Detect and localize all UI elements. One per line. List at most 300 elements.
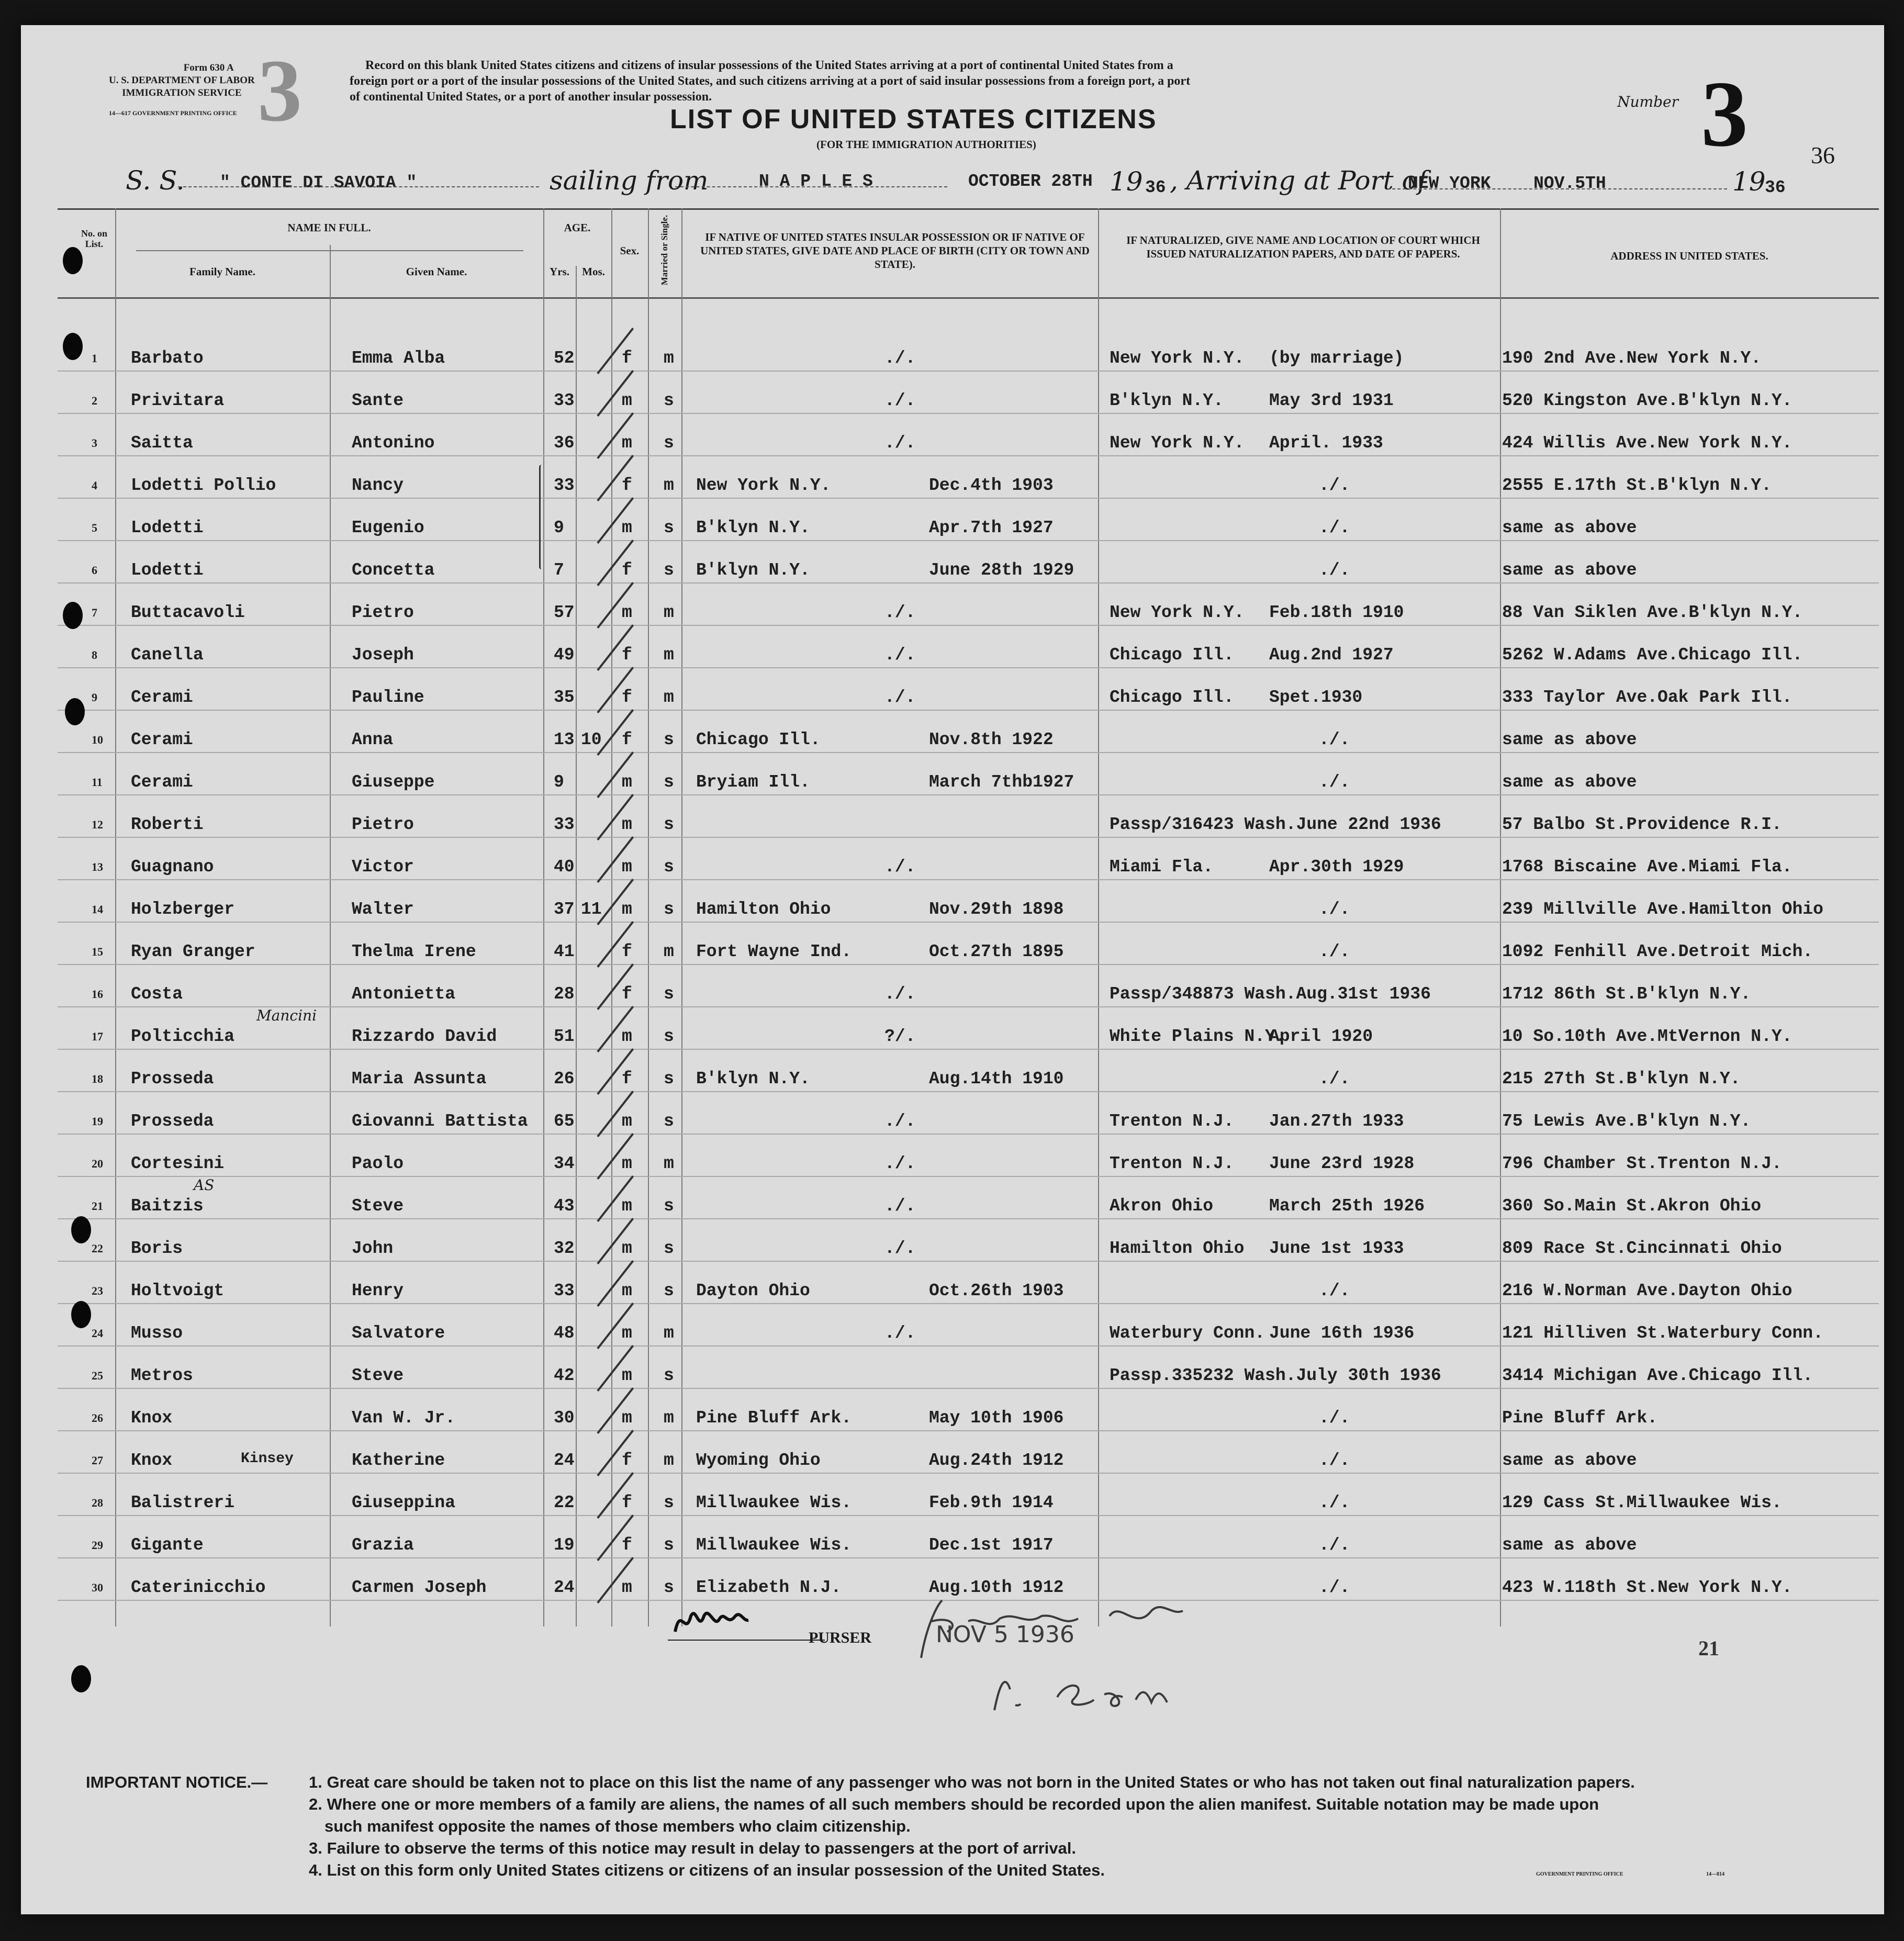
age-years: 32 bbox=[554, 1239, 575, 1258]
family-name: Polticchia bbox=[131, 1027, 235, 1046]
address: 2555 E.17th St.B'klyn N.Y. bbox=[1502, 476, 1772, 495]
marital-status: m bbox=[664, 1408, 674, 1428]
row-number: 19 bbox=[92, 1115, 103, 1128]
row-rule bbox=[58, 1473, 1879, 1474]
row-rule bbox=[58, 498, 1879, 499]
notice-item-3: 3. Failure to observe the terms of this notice may result in delay to passengers at the port of arrival. bbox=[309, 1839, 1077, 1857]
birth-place: New York N.Y. bbox=[696, 476, 831, 495]
purser-line bbox=[668, 1640, 825, 1641]
row-rule bbox=[58, 1049, 1879, 1050]
birth-date: Dec.4th 1903 bbox=[929, 476, 1054, 495]
naturalization-date: Feb.18th 1910 bbox=[1269, 603, 1404, 622]
service-label: IMMIGRATION SERVICE bbox=[122, 87, 242, 98]
birth-date: Apr.7th 1927 bbox=[929, 518, 1054, 537]
given-name: Grazia bbox=[352, 1535, 414, 1555]
age-years: 33 bbox=[554, 1281, 575, 1300]
family-name: Lodetti bbox=[131, 560, 204, 580]
row-number: 11 bbox=[92, 776, 103, 789]
col-header-address: ADDRESS IN UNITED STATES. bbox=[1610, 250, 1768, 262]
intro-line-2: foreign port or a port of the insular possessions of the United States, and such citizens arriving at a port of said insular possessions from a foreign port, a port bbox=[350, 74, 1191, 88]
naturalization-court: Passp.335232 Wash.July 30th 1936 bbox=[1110, 1366, 1441, 1385]
row-number: 16 bbox=[92, 988, 103, 1001]
address: 333 Taylor Ave.Oak Park Ill. bbox=[1502, 688, 1793, 707]
naturalization-date: April. 1933 bbox=[1269, 433, 1383, 453]
given-name: Maria Assunta bbox=[352, 1069, 487, 1089]
year-from: 36 bbox=[1145, 178, 1166, 197]
port-from: N A P L E S bbox=[759, 172, 873, 191]
punch-hole bbox=[65, 698, 85, 725]
family-name: Knox bbox=[131, 1451, 173, 1470]
date-to: NOV.5TH bbox=[1533, 174, 1606, 193]
naturalization-court: Hamilton Ohio bbox=[1110, 1239, 1245, 1258]
age-years: 33 bbox=[554, 391, 575, 410]
row-number: 28 bbox=[92, 1496, 103, 1509]
intro-line-1: Record on this blank United States citizens and citizens of insular possessions of the United States arriving at a port of continental United States from a bbox=[365, 59, 1173, 72]
sex: m bbox=[622, 1323, 632, 1343]
col-header-no: No. on List. bbox=[81, 228, 107, 249]
punch-hole bbox=[71, 1301, 91, 1328]
given-name: Giuseppina bbox=[352, 1493, 456, 1512]
row-number: 26 bbox=[92, 1411, 103, 1424]
address: 88 Van Siklen Ave.B'klyn N.Y. bbox=[1502, 603, 1803, 622]
naturalization-date: Aug.2nd 1927 bbox=[1269, 645, 1394, 665]
marital-status: s bbox=[664, 984, 674, 1004]
birth-place: B'klyn N.Y. bbox=[696, 518, 810, 537]
family-name: Gigante bbox=[131, 1535, 204, 1555]
page-count: 21 bbox=[1698, 1636, 1719, 1660]
year-prefix-to: 19 bbox=[1732, 166, 1766, 197]
naturalization-date: June 1st 1933 bbox=[1269, 1239, 1404, 1258]
family-name: Cerami bbox=[131, 730, 193, 749]
age-years: 41 bbox=[554, 942, 575, 961]
naturalization-court: Miami Fla. bbox=[1110, 857, 1214, 877]
row-number: 18 bbox=[92, 1072, 103, 1085]
date-from: OCTOBER 28TH bbox=[968, 172, 1093, 191]
naturalization-court: ./. bbox=[1319, 518, 1350, 537]
sex: m bbox=[622, 772, 632, 792]
stamped-number-left: 3 bbox=[257, 41, 302, 140]
sex: m bbox=[622, 1366, 632, 1385]
given-name: Van W. Jr. bbox=[352, 1408, 456, 1428]
row-rule bbox=[58, 1345, 1879, 1347]
arriving-label: , Arriving at Port of bbox=[1170, 165, 1428, 196]
row-number: 30 bbox=[92, 1581, 103, 1594]
col-divider bbox=[681, 208, 682, 1626]
birth-place: Dayton Ohio bbox=[696, 1281, 810, 1300]
row-rule bbox=[58, 1261, 1879, 1262]
given-name: Emma Alba bbox=[352, 349, 445, 368]
address: 75 Lewis Ave.B'klyn N.Y. bbox=[1502, 1112, 1751, 1131]
birth-date: Oct.26th 1903 bbox=[929, 1281, 1064, 1300]
marital-status: s bbox=[664, 1196, 674, 1216]
sex: m bbox=[622, 1281, 632, 1300]
address: same as above bbox=[1502, 560, 1637, 580]
given-name: Concetta bbox=[352, 560, 435, 580]
naturalization-date: June 16th 1936 bbox=[1269, 1323, 1415, 1343]
birth-place: ./. bbox=[884, 349, 916, 368]
marital-status: s bbox=[664, 391, 674, 410]
birth-date: May 10th 1906 bbox=[929, 1408, 1064, 1428]
row-number: 23 bbox=[92, 1284, 103, 1297]
row-rule bbox=[58, 540, 1879, 541]
row-number: 12 bbox=[92, 818, 103, 831]
address: 1092 Fenhill Ave.Detroit Mich. bbox=[1502, 942, 1813, 961]
given-name: Carmen Joseph bbox=[352, 1578, 487, 1597]
naturalization-date: June 23rd 1928 bbox=[1269, 1154, 1415, 1173]
marital-status: s bbox=[664, 815, 674, 834]
naturalization-court: ./. bbox=[1319, 1069, 1350, 1089]
naturalization-date: Apr.30th 1929 bbox=[1269, 857, 1404, 877]
purser-label: PURSER bbox=[809, 1629, 872, 1646]
handwritten-annotation: AS bbox=[194, 1176, 215, 1194]
given-name: Antonietta bbox=[352, 984, 456, 1004]
naturalization-court: ./. bbox=[1319, 772, 1350, 792]
naturalization-court: New York N.Y. bbox=[1110, 603, 1245, 622]
row-rule bbox=[58, 1515, 1879, 1516]
address: 3414 Michigan Ave.Chicago Ill. bbox=[1502, 1366, 1813, 1385]
birth-place: B'klyn N.Y. bbox=[696, 1069, 810, 1089]
row-number: 13 bbox=[92, 860, 103, 873]
marital-status: m bbox=[664, 688, 674, 707]
family-name: Barbato bbox=[131, 349, 204, 368]
sex: m bbox=[622, 900, 632, 919]
naturalization-court: Trenton N.J. bbox=[1110, 1112, 1234, 1131]
age-years: 22 bbox=[554, 1493, 575, 1512]
family-name: Costa bbox=[131, 984, 183, 1004]
marital-status: m bbox=[664, 1451, 674, 1470]
marital-status: s bbox=[664, 900, 674, 919]
naturalization-date: (by marriage) bbox=[1269, 349, 1404, 368]
marital-status: s bbox=[664, 730, 674, 749]
given-name: Giuseppe bbox=[352, 772, 435, 792]
address: 796 Chamber St.Trenton N.J. bbox=[1502, 1154, 1782, 1173]
birth-date: June 28th 1929 bbox=[929, 560, 1074, 580]
address: 5262 W.Adams Ave.Chicago Ill. bbox=[1502, 645, 1803, 665]
age-years: 9 bbox=[554, 518, 564, 537]
marital-status: s bbox=[664, 1366, 674, 1385]
address: same as above bbox=[1502, 730, 1637, 749]
marital-status: s bbox=[664, 1112, 674, 1131]
table-header-rule bbox=[58, 297, 1879, 299]
sex: f bbox=[622, 984, 632, 1004]
birth-place: ./. bbox=[884, 433, 916, 453]
port-from-underline bbox=[675, 186, 947, 187]
punch-hole bbox=[63, 602, 83, 629]
address: 215 27th St.B'klyn N.Y. bbox=[1502, 1069, 1741, 1089]
address: same as above bbox=[1502, 1535, 1637, 1555]
sex: m bbox=[622, 815, 632, 834]
age-months: 10 bbox=[581, 730, 602, 749]
age-years: 37 bbox=[554, 900, 575, 919]
family-name: Holzberger bbox=[131, 900, 235, 919]
given-name: Eugenio bbox=[352, 518, 424, 537]
naturalization-court: New York N.Y. bbox=[1110, 349, 1245, 368]
birth-place: B'klyn N.Y. bbox=[696, 560, 810, 580]
col-header-name: NAME IN FULL. bbox=[287, 221, 371, 234]
col-divider bbox=[330, 245, 331, 1626]
age-years: 34 bbox=[554, 1154, 575, 1173]
birth-place: Millwaukee Wis. bbox=[696, 1493, 852, 1512]
family-name: Cerami bbox=[131, 688, 193, 707]
row-number: 10 bbox=[92, 733, 103, 746]
sex: m bbox=[622, 1027, 632, 1046]
given-name: Anna bbox=[352, 730, 394, 749]
number-label: Number bbox=[1617, 93, 1678, 110]
age-months: 11 bbox=[581, 900, 602, 919]
col-header-family: Family Name. bbox=[189, 265, 255, 278]
age-years: 35 bbox=[554, 688, 575, 707]
naturalization-court: Akron Ohio bbox=[1110, 1196, 1214, 1216]
age-years: 52 bbox=[554, 349, 575, 368]
row-rule bbox=[58, 1430, 1879, 1431]
marital-status: s bbox=[664, 1578, 674, 1597]
family-name: Knox bbox=[131, 1408, 173, 1428]
naturalization-court: New York N.Y. bbox=[1110, 433, 1245, 453]
birth-place: Pine Bluff Ark. bbox=[696, 1408, 852, 1428]
age-years: 13 bbox=[554, 730, 575, 749]
birth-place: ./. bbox=[884, 645, 916, 665]
address: same as above bbox=[1502, 1451, 1637, 1470]
handwritten-annotation: Kinsey bbox=[241, 1451, 294, 1467]
row-rule bbox=[58, 455, 1879, 456]
sex: f bbox=[622, 645, 632, 665]
birth-place: ./. bbox=[884, 857, 916, 877]
age-years: 30 bbox=[554, 1408, 575, 1428]
birth-date: Feb.9th 1914 bbox=[929, 1493, 1054, 1512]
naturalization-court: Chicago Ill. bbox=[1110, 645, 1234, 665]
row-number: 14 bbox=[92, 903, 103, 916]
sex: m bbox=[622, 391, 632, 410]
col-header-age: AGE. bbox=[564, 221, 591, 234]
family-name: Buttacavoli bbox=[131, 603, 245, 622]
row-number: 8 bbox=[92, 648, 97, 661]
age-years: 33 bbox=[554, 815, 575, 834]
birth-place: Fort Wayne Ind. bbox=[696, 942, 852, 961]
sex: f bbox=[622, 560, 632, 580]
ship-underline bbox=[178, 186, 539, 187]
address: 121 Hilliven St.Waterbury Conn. bbox=[1502, 1323, 1823, 1343]
port-to-underline bbox=[1387, 188, 1727, 189]
col-divider bbox=[1500, 208, 1501, 1626]
age-years: 7 bbox=[554, 560, 564, 580]
col-header-married: Married or Single. bbox=[659, 215, 669, 286]
naturalization-court: ./. bbox=[1319, 1578, 1350, 1597]
sex: f bbox=[622, 730, 632, 749]
notice-item-4: 4. List on this form only United States citizens or citizens of an insular possession of the United States. bbox=[309, 1861, 1105, 1879]
row-number: 6 bbox=[92, 564, 97, 577]
marital-status: s bbox=[664, 560, 674, 580]
col-header-mos: Mos. bbox=[582, 265, 605, 278]
row-rule bbox=[58, 1006, 1879, 1007]
birth-date: Nov.8th 1922 bbox=[929, 730, 1054, 749]
birth-place: Bryiam Ill. bbox=[696, 772, 810, 792]
given-name: Paolo bbox=[352, 1154, 404, 1173]
naturalization-court: Passp/348873 Wash.Aug.31st 1936 bbox=[1110, 984, 1431, 1004]
birth-date: Aug.10th 1912 bbox=[929, 1578, 1064, 1597]
row-rule bbox=[58, 1176, 1879, 1177]
given-name: John bbox=[352, 1239, 394, 1258]
naturalization-court: ./. bbox=[1319, 476, 1350, 495]
birth-place: ?/. bbox=[884, 1027, 916, 1046]
age-years: 51 bbox=[554, 1027, 575, 1046]
col-header-birth: IF NATIVE OF UNITED STATES INSULAR POSSESSION OR IF NATIVE OF UNITED STATES, GIVE DATE AND PLACE OF BIRTH (CITY OR TOWN AND STATE). bbox=[700, 231, 1090, 271]
given-name: Antonino bbox=[352, 433, 435, 453]
family-name: Prosseda bbox=[131, 1112, 214, 1131]
notice-item-1: 1. Great care should be taken not to place on this list the name of any passenger who was not born in the United States or who has not taken out final naturalization papers. bbox=[309, 1773, 1635, 1791]
birth-place: ./. bbox=[884, 1154, 916, 1173]
address: same as above bbox=[1502, 518, 1637, 537]
year-to: 36 bbox=[1765, 178, 1786, 197]
sex: f bbox=[622, 1493, 632, 1512]
naturalization-date: Jan.27th 1933 bbox=[1269, 1112, 1404, 1131]
given-name: Giovanni Battista bbox=[352, 1112, 528, 1131]
sex: f bbox=[622, 349, 632, 368]
given-name: Pietro bbox=[352, 815, 414, 834]
given-name: Sante bbox=[352, 391, 404, 410]
address: 520 Kingston Ave.B'klyn N.Y. bbox=[1502, 391, 1793, 410]
row-rule bbox=[58, 1388, 1879, 1389]
naturalization-court: Passp/316423 Wash.June 22nd 1936 bbox=[1110, 815, 1441, 834]
family-name: Roberti bbox=[131, 815, 204, 834]
row-number: 20 bbox=[92, 1157, 103, 1170]
age-years: 43 bbox=[554, 1196, 575, 1216]
age-years: 24 bbox=[554, 1451, 575, 1470]
birth-place: Elizabeth N.J. bbox=[696, 1578, 842, 1597]
birth-date: Oct.27th 1895 bbox=[929, 942, 1064, 961]
printer-label: GOVERNMENT PRINTING OFFICE bbox=[1536, 1871, 1623, 1877]
naturalization-date: Spet.1930 bbox=[1269, 688, 1363, 707]
age-years: 9 bbox=[554, 772, 564, 792]
corner-number: 36 bbox=[1811, 142, 1835, 169]
birth-place: ./. bbox=[884, 1112, 916, 1131]
family-name: Boris bbox=[131, 1239, 183, 1258]
col-header-given: Given Name. bbox=[406, 265, 467, 278]
row-number: 27 bbox=[92, 1454, 103, 1467]
family-name: Baitzis bbox=[131, 1196, 204, 1216]
address: 239 Millville Ave.Hamilton Ohio bbox=[1502, 900, 1823, 919]
row-rule bbox=[58, 1218, 1879, 1219]
sex: m bbox=[622, 433, 632, 453]
birth-place: ./. bbox=[884, 603, 916, 622]
family-name: Ryan Granger bbox=[131, 942, 255, 961]
row-number: 4 bbox=[92, 479, 97, 492]
punch-hole bbox=[71, 1665, 91, 1692]
row-rule bbox=[58, 625, 1879, 626]
naturalization-date: April 1920 bbox=[1269, 1027, 1373, 1046]
age-years: 48 bbox=[554, 1323, 575, 1343]
family-name: Lodetti bbox=[131, 518, 204, 537]
birth-place: ./. bbox=[884, 688, 916, 707]
row-rule bbox=[58, 837, 1879, 838]
printing-code: 14—617 GOVERNMENT PRINTING OFFICE bbox=[109, 109, 237, 117]
marital-status: s bbox=[664, 1493, 674, 1512]
form-number: Form 630 A bbox=[183, 62, 234, 73]
naturalization-court: B'klyn N.Y. bbox=[1110, 391, 1224, 410]
birth-place: Wyoming Ohio bbox=[696, 1451, 821, 1470]
row-rule bbox=[58, 371, 1879, 372]
age-years: 26 bbox=[554, 1069, 575, 1089]
col-divider bbox=[115, 208, 116, 1626]
family-name: Caterinicchio bbox=[131, 1578, 266, 1597]
sex: m bbox=[622, 1578, 632, 1597]
sailing-from-label: sailing from bbox=[550, 165, 709, 196]
given-name: Steve bbox=[352, 1366, 404, 1385]
family-name: Cerami bbox=[131, 772, 193, 792]
row-rule bbox=[58, 1134, 1879, 1135]
port-to: NEW YORK bbox=[1408, 174, 1491, 193]
age-years: 19 bbox=[554, 1535, 575, 1555]
address: 129 Cass St.Millwaukee Wis. bbox=[1502, 1493, 1782, 1512]
row-rule bbox=[58, 1303, 1879, 1304]
birth-date: Nov.29th 1898 bbox=[929, 900, 1064, 919]
birth-date: Dec.1st 1917 bbox=[929, 1535, 1054, 1555]
row-number: 17 bbox=[92, 1030, 103, 1043]
notice-item-2-cont: such manifest opposite the names of those members who claim citizenship. bbox=[324, 1817, 911, 1835]
family-name: Cortesini bbox=[131, 1154, 225, 1173]
birth-place: Chicago Ill. bbox=[696, 730, 821, 749]
notice-title: IMPORTANT NOTICE.— bbox=[86, 1773, 268, 1791]
sex: m bbox=[622, 518, 632, 537]
age-years: 57 bbox=[554, 603, 575, 622]
name-subrule bbox=[136, 250, 523, 251]
naturalization-court: ./. bbox=[1319, 1408, 1350, 1428]
row-number: 24 bbox=[92, 1327, 103, 1340]
col-divider bbox=[1098, 208, 1099, 1626]
naturalization-court: ./. bbox=[1319, 560, 1350, 580]
naturalization-court: ./. bbox=[1319, 730, 1350, 749]
row-number: 25 bbox=[92, 1369, 103, 1382]
age-years: 24 bbox=[554, 1578, 575, 1597]
marital-status: m bbox=[664, 1154, 674, 1173]
handwritten-note bbox=[984, 1668, 1204, 1715]
sex: m bbox=[622, 1154, 632, 1173]
row-rule bbox=[58, 922, 1879, 923]
page-title: LIST OF UNITED STATES CITIZENS bbox=[670, 104, 1157, 134]
family-name: Holtvoigt bbox=[131, 1281, 225, 1300]
sex: f bbox=[622, 1069, 632, 1089]
year-prefix-from: 19 bbox=[1110, 166, 1143, 197]
sex: f bbox=[622, 1535, 632, 1555]
family-name: Musso bbox=[131, 1323, 183, 1343]
address: 216 W.Norman Ave.Dayton Ohio bbox=[1502, 1281, 1793, 1300]
address: 1712 86th St.B'klyn N.Y. bbox=[1502, 984, 1751, 1004]
address: Pine Bluff Ark. bbox=[1502, 1408, 1658, 1428]
birth-date: March 7thb1927 bbox=[929, 772, 1074, 792]
marital-status: s bbox=[664, 1239, 674, 1258]
row-number: 2 bbox=[92, 394, 97, 407]
sex: f bbox=[622, 942, 632, 961]
row-number: 3 bbox=[92, 436, 97, 450]
sex: m bbox=[622, 603, 632, 622]
marital-status: m bbox=[664, 942, 674, 961]
naturalization-court: White Plains N.Y. bbox=[1110, 1027, 1286, 1046]
family-name: Canella bbox=[131, 645, 204, 665]
sex: f bbox=[622, 1451, 632, 1470]
naturalization-date: March 25th 1926 bbox=[1269, 1196, 1425, 1216]
marital-status: s bbox=[664, 1281, 674, 1300]
row-number: 22 bbox=[92, 1242, 103, 1255]
address: 424 Willis Ave.New York N.Y. bbox=[1502, 433, 1793, 453]
row-rule bbox=[58, 964, 1879, 965]
page-subtitle: (FOR THE IMMIGRATION AUTHORITIES) bbox=[816, 138, 1036, 151]
given-name: Henry bbox=[352, 1281, 404, 1300]
naturalization-court: ./. bbox=[1319, 900, 1350, 919]
given-name: Walter bbox=[352, 900, 414, 919]
address: 809 Race St.Cincinnati Ohio bbox=[1502, 1239, 1782, 1258]
marital-status: m bbox=[664, 476, 674, 495]
given-name: Nancy bbox=[352, 476, 404, 495]
col-divider bbox=[543, 208, 544, 1626]
